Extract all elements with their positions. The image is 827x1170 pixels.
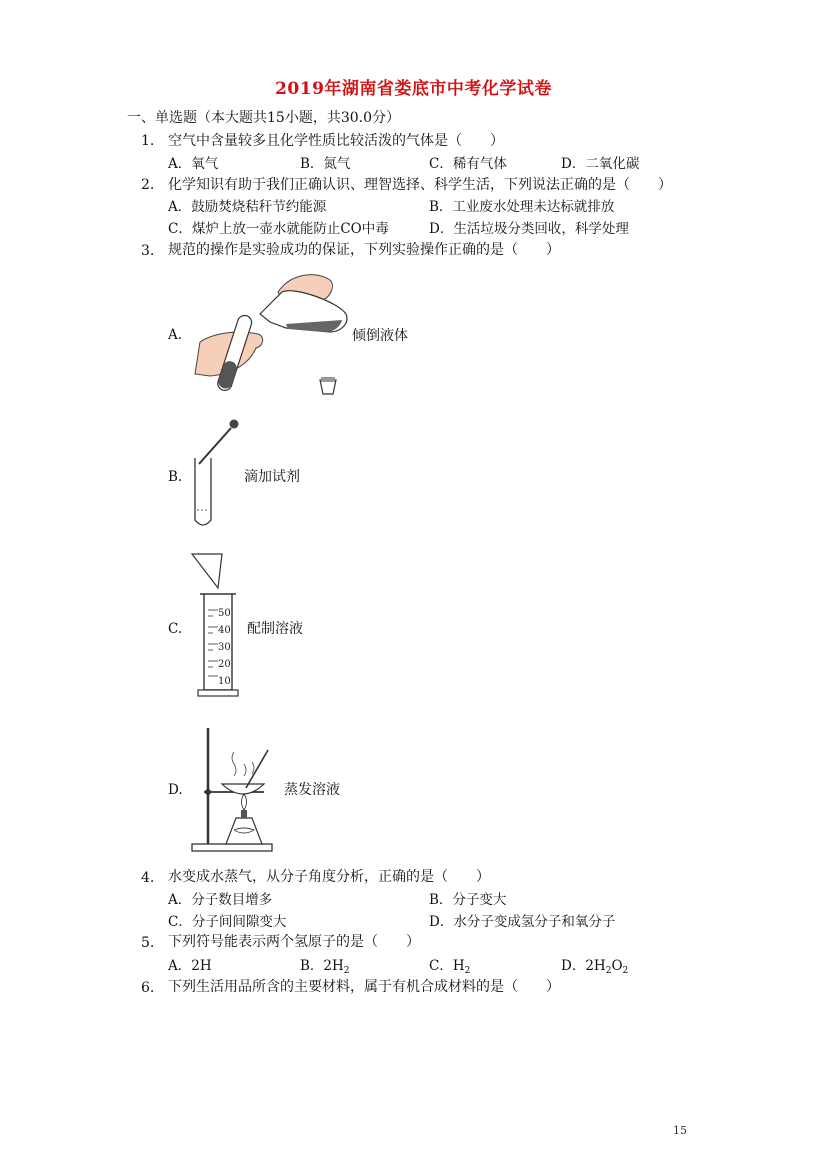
option-c: C．稀有气体	[429, 156, 507, 172]
formula: H	[452, 958, 465, 974]
question-number: 3.	[141, 243, 155, 259]
option-b: B．工业废水处理未达标就排放	[429, 199, 615, 215]
option-prefix: D．	[561, 958, 586, 974]
option-c-label: C.	[168, 621, 183, 637]
option-b-caption: 滴加试剂	[244, 469, 300, 485]
question-number: 4.	[141, 870, 155, 886]
formula: 2H	[585, 958, 606, 974]
subscript: 2	[464, 966, 471, 976]
question-number: 2.	[141, 177, 155, 193]
subscript: 2	[343, 966, 350, 976]
question-stem: 水变成水蒸气，从分子角度分析，正确的是（ ）	[168, 869, 490, 885]
option-a	[168, 954, 212, 974]
option-c-caption: 配制溶液	[247, 621, 303, 637]
option-a: A．鼓励焚烧秸秆节约能源	[168, 199, 327, 215]
option-d: D．水分子变成氢分子和氧分子	[429, 914, 616, 930]
option-b	[300, 954, 350, 976]
question-number: 6.	[141, 980, 155, 996]
question-stem: 下列生活用品所含的主要材料，属于有机合成材料的是（ ）	[168, 979, 560, 995]
question-stem: 规范的操作是实验成功的保证，下列实验操作正确的是（ ）	[168, 242, 560, 258]
pouring-liquid-illustration	[190, 262, 360, 412]
question-stem: 空气中含量较多且化学性质比较活泼的气体是（ ）	[168, 133, 504, 149]
cylinder-tick-label: 10	[218, 676, 231, 687]
option-d: D．生活垃圾分类回收，科学处理	[429, 221, 629, 237]
option-c: C．分子间间隙变大	[168, 914, 287, 930]
section-heading: 一、单选题（本大题共15小题，共30.0分）	[127, 110, 400, 126]
question-number: 1.	[141, 133, 155, 149]
option-d-caption: 蒸发溶液	[284, 782, 340, 798]
cylinder-tick-label: 50	[218, 608, 231, 619]
option-b: B．分子变大	[429, 892, 507, 908]
page-title: 2019年湖南省娄底市中考化学试卷	[275, 79, 552, 99]
question-number: 5.	[141, 935, 155, 951]
option-prefix: A．	[168, 958, 192, 974]
subscript: 2	[622, 966, 629, 976]
subscript: 2	[605, 966, 612, 976]
option-a: A．分子数目增多	[168, 892, 273, 908]
option-a-caption: 倾倒液体	[352, 328, 408, 344]
dropper-illustration	[185, 418, 245, 533]
option-a: A．氧气	[168, 156, 219, 172]
option-d: D．二氧化碳	[561, 156, 640, 172]
cylinder-tick-label: 20	[218, 659, 231, 670]
option-b-label: B.	[168, 469, 183, 485]
formula: 2H	[323, 958, 344, 974]
option-c: C．煤炉上放一壶水就能防止CO中毒	[168, 221, 389, 237]
option-c	[429, 954, 470, 976]
option-b: B．氮气	[300, 156, 351, 172]
option-prefix: B．	[300, 958, 324, 974]
formula: O	[611, 958, 623, 974]
page-number: 15	[673, 1124, 687, 1137]
option-d-label: D.	[168, 782, 183, 798]
question-stem: 下列符号能表示两个氢原子的是（ ）	[168, 934, 420, 950]
cylinder-scale	[218, 605, 231, 690]
option-prefix: C．	[429, 958, 453, 974]
formula: 2H	[191, 958, 212, 974]
evaporation-illustration	[190, 726, 290, 854]
cylinder-tick-label: 40	[218, 625, 231, 636]
question-stem: 化学知识有助于我们正确认识、理智选择、科学生活，下列说法正确的是（ ）	[168, 177, 672, 193]
option-a-label: A.	[168, 327, 183, 343]
cylinder-tick-label: 30	[218, 642, 231, 653]
option-d	[561, 954, 628, 976]
